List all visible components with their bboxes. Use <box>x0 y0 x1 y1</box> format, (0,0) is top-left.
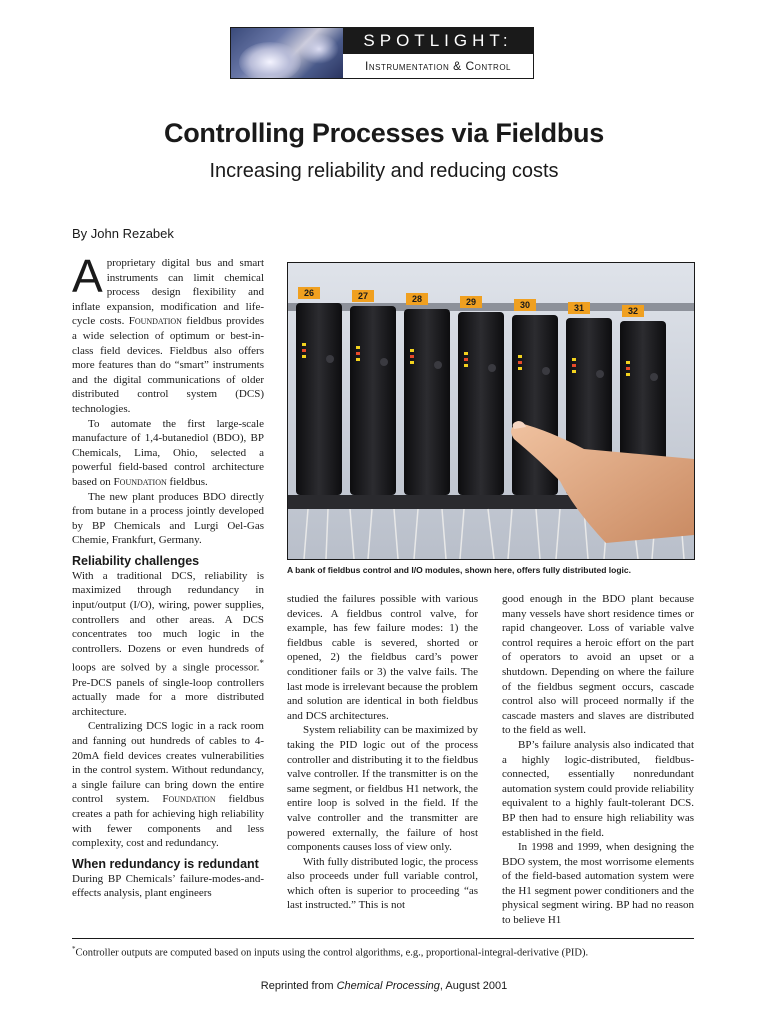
status-led <box>572 358 576 361</box>
module-screw <box>596 370 604 378</box>
spotlight-banner <box>230 27 534 79</box>
status-led <box>518 367 522 370</box>
footnote-marker: * <box>259 658 264 669</box>
io-module <box>296 303 342 495</box>
module-number: 27 <box>357 291 369 301</box>
paragraph: studied the failures possible with various devices. A fieldbus control valve, for example, has few failure modes: 1) the fieldbus cable is severed, shorted or opened, 2) the fieldbus card’s power conditioner fails or 3) the valve fails. The last mode is irrelevant because the problem and solution are identical in both fieldbus and DCS architectures. <box>287 593 478 722</box>
photo-illustration <box>288 263 694 559</box>
byline: By John Rezabek <box>72 226 174 241</box>
photo-caption: A bank of fieldbus control and I/O modules, shown here, offers fully distributed logic. <box>287 565 631 575</box>
status-led <box>626 373 630 376</box>
footnote: *Controller outputs are computed based on inputs using the control algorithms, e.g., proportional-integral-derivative (PID). <box>72 945 589 959</box>
paragraph: In 1998 and 1999, when designing the BDO system, the most worrisome elements of the field-based automation system were the H1 segment power conditioners and the physical segment wiring. BP had no reason to believe H1 <box>502 841 694 927</box>
module-number: 26 <box>303 288 315 298</box>
status-led <box>626 361 630 364</box>
module-number: 29 <box>465 297 477 307</box>
fieldbus-modules-photo <box>287 262 695 560</box>
publication-name: Chemical Processing <box>336 980 440 992</box>
drop-cap: A <box>72 250 103 302</box>
paragraph: The new plant produces BDO directly from butane in a process jointly developed by BP Chemicals and Lurgi Oel-Gas Chemie, Frankfurt, Germany. <box>72 490 264 547</box>
module-number: 28 <box>411 294 423 304</box>
module-screw <box>542 367 550 375</box>
status-led <box>572 370 576 373</box>
module-screw <box>488 364 496 372</box>
status-led <box>356 352 360 355</box>
article-subtitle: Increasing reliability and reducing costs <box>209 160 559 182</box>
module-number: 32 <box>627 306 639 316</box>
status-led <box>572 364 576 367</box>
module-number: 30 <box>519 300 531 310</box>
reprint-credit: Reprinted from Chemical Processing, August 2001 <box>260 980 508 992</box>
banner-subtitle: Instrumentation & Control <box>365 59 511 73</box>
paragraph: good enough in the BDO plant because many vessels have short residence times or rapid changeover. Loss of variable valve control requires a heroic effort on the part of operators to avoid an upset or a shutdown. Depending on where the failure of the fieldbus segment occurs, cascade control also will proceed normally if the cascade masters and slaves are distributed to the field as well. <box>502 593 694 737</box>
banner-title: SPOTLIGHT: <box>343 28 533 54</box>
paragraph: To automate the first large-scale manufacture of 1,4-butanediol (BDO), BP Chemicals, Lima, Ohio, selected a powerful field-based control architecture based on Foundation fieldbus. <box>72 417 264 488</box>
status-led <box>302 343 306 346</box>
status-led <box>302 355 306 358</box>
status-led <box>302 349 306 352</box>
io-module <box>458 312 504 495</box>
status-led <box>626 367 630 370</box>
status-led <box>464 364 468 367</box>
paragraph: During BP Chemicals’ failure-modes-and-effects analysis, plant engineers <box>72 872 264 900</box>
status-led <box>464 352 468 355</box>
column-1 <box>72 250 265 901</box>
status-led <box>410 361 414 364</box>
module-number: 31 <box>573 303 585 313</box>
paragraph: Aproprietary digital bus and smart instruments can limit chemical process design flexibility and inflate expansion, modification and life-cycle costs. Foundation fieldbus provides a wide selection of optimum or best-in-class field devices. Fieldbus also offers more features than do “smart” instruments and the digital communications of older distributed control system (DCS) technologies. <box>72 250 265 415</box>
module-screw <box>434 361 442 369</box>
article-title: Controlling Processes via Fieldbus <box>164 118 604 148</box>
paragraph: With a traditional DCS, reliability is maximized through redundancy in input/output (I/O), wiring, power supplies, controllers and other areas. A DCS concentrates too much logic in the controllers. Dozens or even hundreds of loops are solved by a single processor.* Pre-DCS panels of single-loop controllers actually made for a more distributed architecture. <box>72 569 264 718</box>
paragraph: BP’s failure analysis also indicated that a highly logic-distributed, fieldbus-connected, essentially nonredundant automation system could provide reliability equivalent to a highly fault-tolerant DCS. BP then had to ensure high reliability was established in the field. <box>502 738 694 839</box>
status-led <box>356 358 360 361</box>
column-3 <box>502 592 694 928</box>
io-module <box>350 306 396 495</box>
module-screw <box>650 373 658 381</box>
banner-image <box>231 28 343 78</box>
section-heading: When redundancy is redundant <box>72 856 259 871</box>
paragraph: System reliability can be maximized by taking the PID logic out of the process controller and distributing it to the fieldbus valve controller. If the transmitter is on the same segment, or fieldbus H1 network, the entire loop is solved in the field. If the valve controller and the transmitter are powered externally, the failure of host components causes loss of view only. <box>287 724 478 854</box>
status-led <box>410 349 414 352</box>
paragraph: Centralizing DCS logic in a rack room and fanning out hundreds of cables to 4-20mA field devices creates vulnerabilities in the control system. Without redundancy, a single failure can bring down the entire control system. Foundation fieldbus creates a path for achieving high reliability with fewer components and less complexity, cost and redundancy. <box>72 720 264 850</box>
status-led <box>464 358 468 361</box>
io-module <box>404 309 450 495</box>
column-2 <box>287 592 478 913</box>
status-led <box>518 361 522 364</box>
status-led <box>356 346 360 349</box>
status-led <box>518 355 522 358</box>
section-heading: Reliability challenges <box>72 553 200 568</box>
paragraph: With fully distributed logic, the process also proceeds under full variable control, which often is superior to proceeding “as last instructed.” This is not <box>287 855 478 912</box>
status-led <box>410 355 414 358</box>
module-screw <box>380 358 388 366</box>
footnote-rule <box>72 938 694 939</box>
module-screw <box>326 355 334 363</box>
